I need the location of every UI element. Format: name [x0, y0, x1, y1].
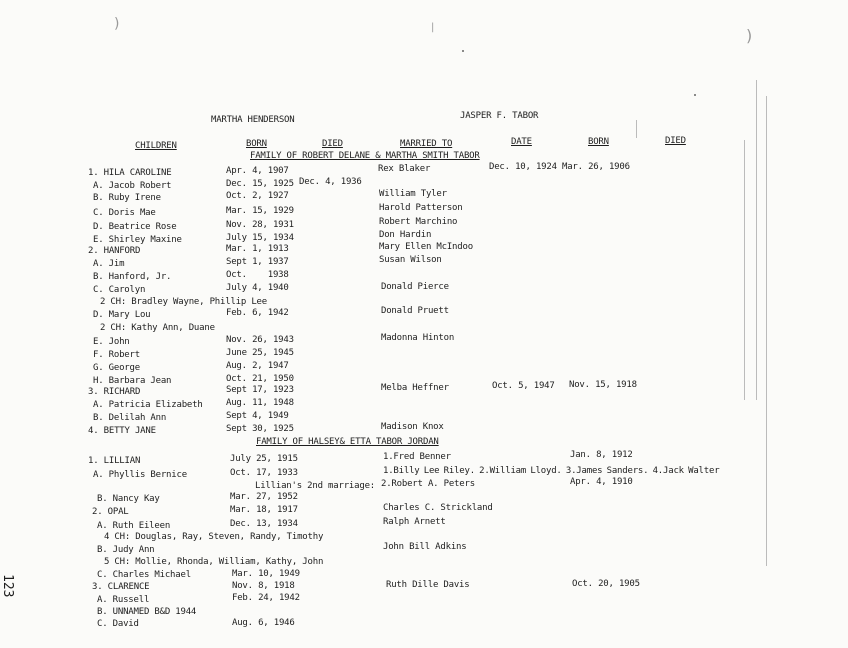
- row-born: Apr. 4, 1907: [226, 166, 289, 176]
- row-name: C. Doris Mae: [93, 208, 156, 218]
- row-spouse: Harold Patterson: [379, 203, 463, 213]
- row-spouse-born: Nov. 15, 1918: [569, 380, 637, 390]
- row-spouse-born: Oct. 20, 1905: [572, 579, 640, 589]
- col-born: BORN: [246, 139, 267, 149]
- row-born: Mar. 15, 1929: [226, 206, 294, 216]
- row-name: 2. HANFORD: [88, 246, 141, 256]
- row-name: A. Russell: [97, 595, 150, 605]
- row-spouse-born: Apr. 4, 1910: [570, 477, 633, 487]
- row-spouse: Melba Heffner: [381, 383, 449, 393]
- row-spouse: Ruth Dille Davis: [386, 580, 470, 590]
- row-name: D. Beatrice Rose: [93, 222, 177, 232]
- scan-dot: [694, 94, 696, 96]
- family-heading: FAMILY OF HALSEY& ETTA TABOR JORDAN: [256, 437, 439, 447]
- row-born: Feb. 24, 1942: [232, 593, 300, 603]
- row-name: E. John: [93, 337, 130, 347]
- row-name: A. Jacob Robert: [93, 181, 172, 191]
- row-born: Oct. 17, 1933: [230, 468, 298, 478]
- row-born: Mar. 1, 1913: [226, 244, 289, 254]
- row-name: C. Carolyn: [93, 285, 146, 295]
- col-date: DATE: [511, 137, 532, 147]
- row-born: Mar. 18, 1917: [230, 505, 298, 515]
- page-number: 123: [0, 574, 15, 598]
- row-born: Aug. 11, 1948: [226, 398, 294, 408]
- row-name: B. Ruby Irene: [93, 193, 161, 203]
- scan-mark-left: ): [114, 16, 120, 32]
- row-spouse: Donald Pierce: [381, 282, 449, 292]
- col-spouse-born: BORN: [588, 137, 609, 147]
- scan-line: [636, 120, 637, 138]
- row-born: Nov. 8, 1918: [232, 581, 295, 591]
- row-name: 1. HILA CAROLINE: [88, 168, 172, 178]
- row-children-note: 2 CH: Kathy Ann, Duane: [100, 323, 215, 333]
- row-children-note: 2 CH: Bradley Wayne, Phillip Lee: [100, 297, 267, 307]
- row-name: A. Patricia Elizabeth: [93, 400, 203, 410]
- row-spouse: Don Hardin: [379, 230, 432, 240]
- row-name: E. Shirley Maxine: [93, 235, 182, 245]
- row-born: Aug. 6, 1946: [232, 618, 295, 628]
- row-born: Oct. 2, 1927: [226, 191, 289, 201]
- row-name: F. Robert: [93, 350, 140, 360]
- row-marriage-note: Lillian's 2nd marriage:: [255, 481, 376, 491]
- scan-mark-center: |: [431, 22, 435, 33]
- scan-line: [756, 80, 757, 400]
- col-married-to: MARRIED TO: [400, 139, 453, 149]
- row-born: Oct. 1938: [226, 270, 289, 280]
- row-spouse: William Tyler: [379, 189, 447, 199]
- row-spouse: 1.Billy Lee Riley. 2.William Lloyd. 3.James Sanders. 4.Jack Walter: [383, 466, 720, 476]
- row-date: Oct. 5, 1947: [492, 381, 555, 391]
- row-born: Feb. 6, 1942: [226, 308, 289, 318]
- scan-line: [744, 140, 745, 400]
- row-born: July 25, 1915: [230, 454, 298, 464]
- row-born: Oct. 21, 1950: [226, 374, 294, 384]
- row-name: 2. OPAL: [92, 507, 129, 517]
- row-spouse-born: Jan. 8, 1912: [570, 450, 633, 460]
- row-spouse: Robert Marchino: [379, 217, 458, 227]
- row-born: Sept 1, 1937: [226, 257, 289, 267]
- row-spouse: Donald Pruett: [381, 306, 449, 316]
- row-children-note: 4 CH: Douglas, Ray, Steven, Randy, Timothy: [104, 532, 324, 542]
- row-children-note: 5 CH: Mollie, Rhonda, William, Kathy, John: [104, 557, 324, 567]
- row-name: C. Charles Michael: [97, 570, 191, 580]
- row-spouse: Ralph Arnett: [383, 517, 446, 527]
- row-born: July 4, 1940: [226, 283, 289, 293]
- row-name: H. Barbara Jean: [93, 376, 172, 386]
- row-born: June 25, 1945: [226, 348, 294, 358]
- row-spouse: Mary Ellen McIndoo: [379, 242, 473, 252]
- row-born: Nov. 28, 1931: [226, 220, 294, 230]
- row-spouse: Madison Knox: [381, 422, 444, 432]
- row-spouse-born: Mar. 26, 1906: [562, 162, 630, 172]
- row-name: B. Judy Ann: [97, 545, 155, 555]
- row-died: Dec. 4, 1936: [299, 177, 362, 187]
- row-name: C. David: [97, 619, 139, 629]
- col-died: DIED: [322, 139, 343, 149]
- row-name: B. UNNAMED B&D 1944: [97, 607, 197, 617]
- row-name: B. Nancy Kay: [97, 494, 160, 504]
- scan-line: [766, 96, 767, 566]
- row-born: Sept 17, 1923: [226, 385, 294, 395]
- row-spouse: Susan Wilson: [379, 255, 442, 265]
- row-spouse: Madonna Hinton: [381, 333, 455, 343]
- row-name: A. Ruth Eileen: [97, 521, 171, 531]
- row-born: Mar. 27, 1952: [230, 492, 298, 502]
- row-name: B. Hanford, Jr.: [93, 272, 172, 282]
- row-spouse: 2.Robert A. Peters: [381, 479, 475, 489]
- row-born: Dec. 15, 1925: [226, 179, 294, 189]
- row-name: 3. RICHARD: [88, 387, 141, 397]
- row-name: 3. CLARENCE: [92, 582, 150, 592]
- row-spouse: Rex Blaker: [378, 164, 431, 174]
- row-born: Dec. 13, 1934: [230, 519, 298, 529]
- row-date: Dec. 10, 1924: [489, 162, 557, 172]
- scan-mark-right: ): [746, 26, 753, 45]
- col-spouse-died: DIED: [665, 136, 686, 146]
- row-born: Sept 30, 1925: [226, 424, 294, 434]
- row-spouse: Charles C. Strickland: [383, 503, 493, 513]
- row-name: 1. LILLIAN: [88, 456, 141, 466]
- row-name: D. Mary Lou: [93, 310, 151, 320]
- row-born: Mar. 10, 1949: [232, 569, 300, 579]
- row-spouse: 1.Fred Benner: [383, 452, 451, 462]
- husband-name: JASPER F. TABOR: [460, 111, 539, 121]
- row-name: B. Delilah Ann: [93, 413, 167, 423]
- col-children: CHILDREN: [135, 141, 177, 151]
- row-name: G. George: [93, 363, 140, 373]
- scan-dot: [462, 50, 464, 52]
- wife-name: MARTHA HENDERSON: [211, 115, 295, 125]
- row-born: Aug. 2, 1947: [226, 361, 289, 371]
- row-born: July 15, 1934: [226, 233, 294, 243]
- row-name: 4. BETTY JANE: [88, 426, 156, 436]
- row-name: A. Jim: [93, 259, 125, 269]
- row-born: Sept 4, 1949: [226, 411, 289, 421]
- row-spouse: John Bill Adkins: [383, 542, 467, 552]
- family-heading: FAMILY OF ROBERT DELANE & MARTHA SMITH TABOR: [250, 151, 480, 161]
- row-name: A. Phyllis Bernice: [93, 470, 187, 480]
- row-born: Nov. 26, 1943: [226, 335, 294, 345]
